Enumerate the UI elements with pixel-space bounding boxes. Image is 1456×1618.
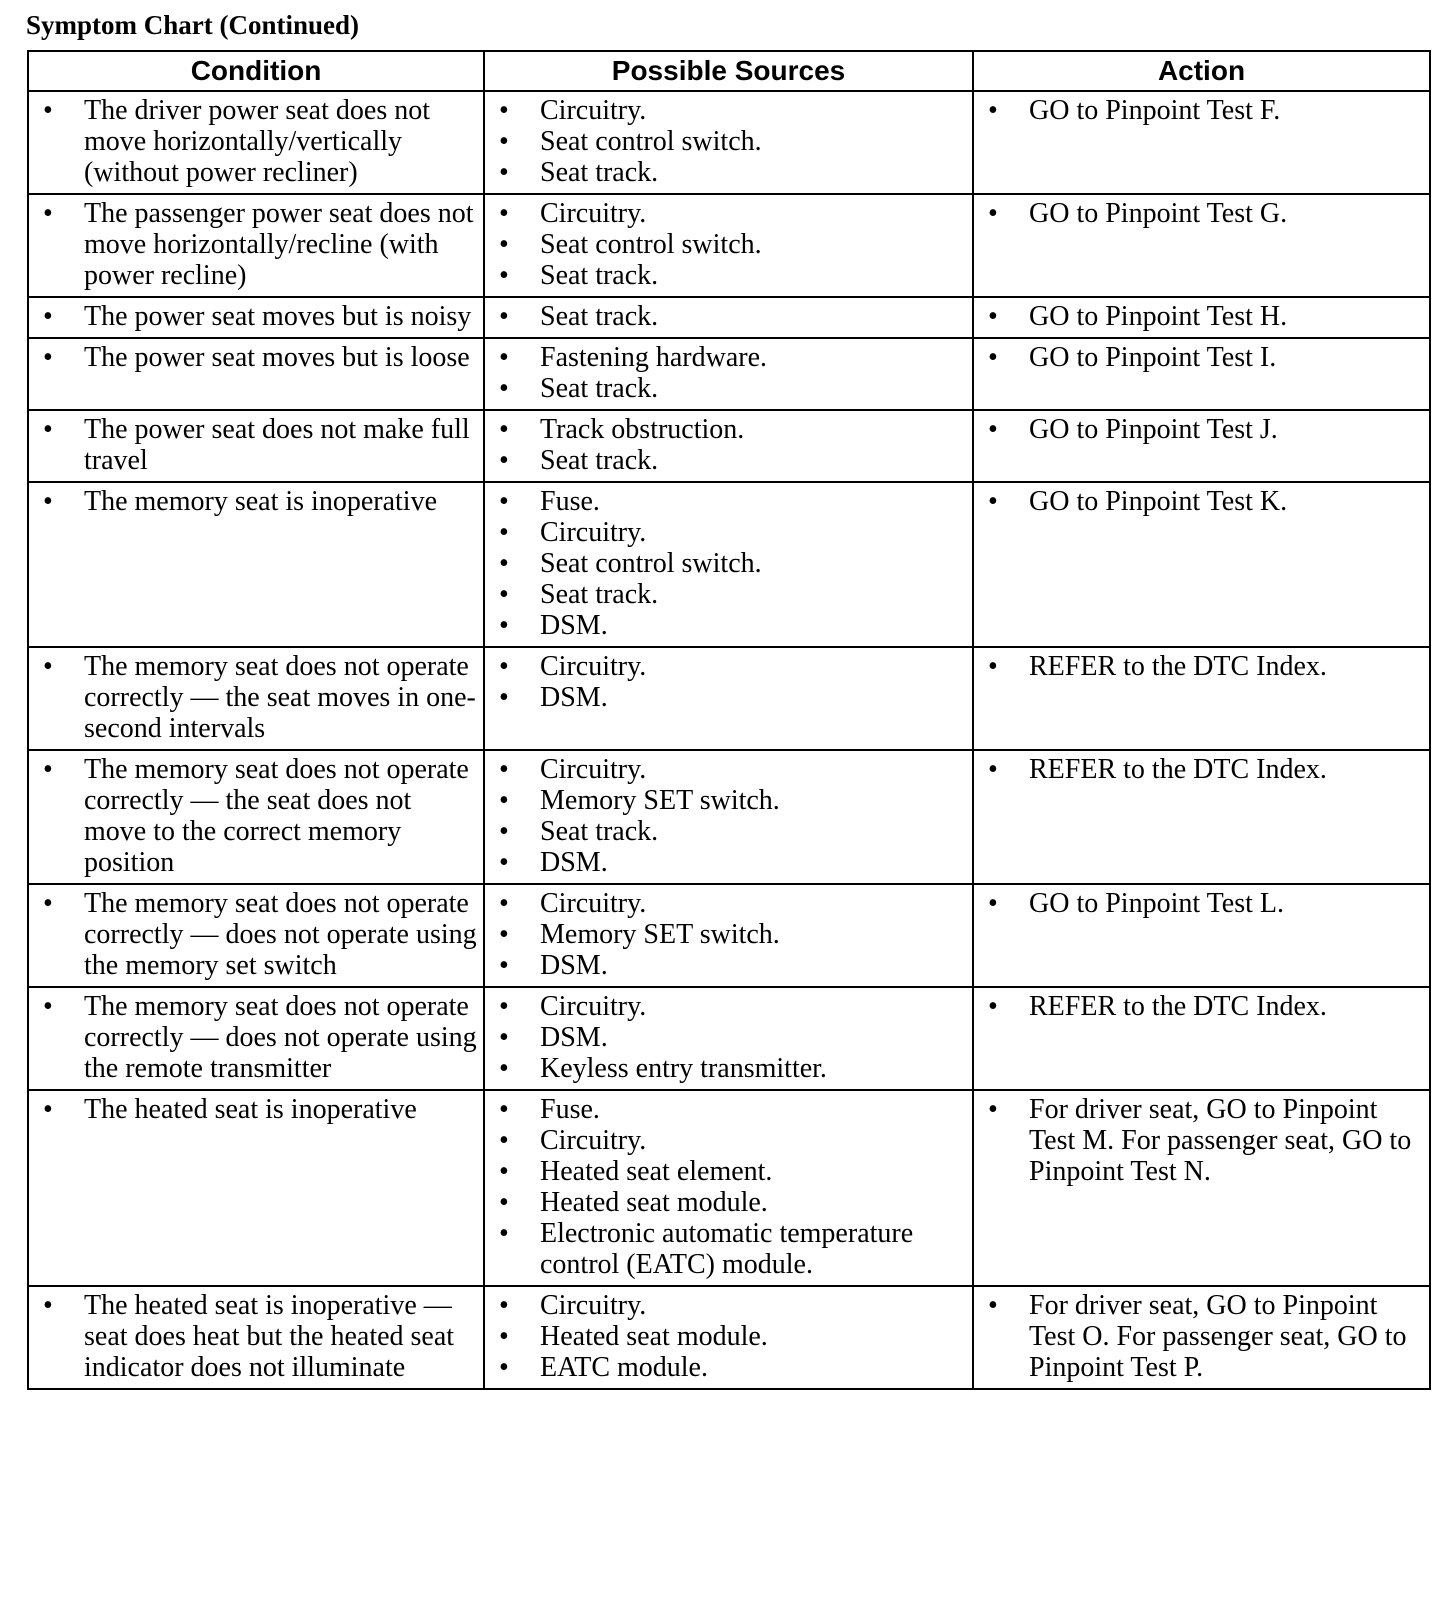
action-cell	[973, 297, 1430, 338]
bullet-item: • GO to Pinpoint Test F.	[974, 95, 1429, 126]
bullet-item: • Track obstruction.	[485, 414, 972, 445]
possible-sources-cell	[484, 1286, 973, 1389]
possible-sources-cell-list	[485, 988, 972, 1089]
action-cell-list	[974, 1287, 1429, 1388]
bullet-item: • Circuitry.	[485, 1125, 972, 1156]
bullet-item: • GO to Pinpoint Test J.	[974, 414, 1429, 445]
bullet-item: • The power seat moves but is loose	[29, 342, 483, 373]
bullet-item: • DSM.	[485, 610, 972, 641]
condition-cell	[28, 750, 484, 884]
action-cell	[973, 482, 1430, 647]
bullet-item: • Seat control switch.	[485, 126, 972, 157]
bullet-item: • GO to Pinpoint Test H.	[974, 301, 1429, 332]
bullet-item: • GO to Pinpoint Test G.	[974, 198, 1429, 229]
bullet-item: • The driver power seat does not move horizontally/vertically (without power recliner)	[29, 95, 483, 188]
action-cell-list	[974, 648, 1429, 687]
action-cell-list	[974, 988, 1429, 1027]
condition-cell-list	[29, 411, 483, 481]
possible-sources-cell	[484, 884, 973, 987]
action-cell	[973, 987, 1430, 1090]
bullet-item: • Fuse.	[485, 486, 972, 517]
bullet-item: • REFER to the DTC Index.	[974, 754, 1429, 785]
condition-cell	[28, 482, 484, 647]
bullet-item: • Seat track.	[485, 301, 972, 332]
action-cell	[973, 750, 1430, 884]
possible-sources-cell-list	[485, 92, 972, 193]
action-cell-list	[974, 483, 1429, 522]
table-row	[28, 1286, 1430, 1389]
bullet-item: • Heated seat element.	[485, 1156, 972, 1187]
bullet-item: • GO to Pinpoint Test L.	[974, 888, 1429, 919]
bullet-item: • Seat track.	[485, 816, 972, 847]
table-row	[28, 750, 1430, 884]
table-row	[28, 884, 1430, 987]
bullet-item: • Memory SET switch.	[485, 785, 972, 816]
possible-sources-cell-list	[485, 751, 972, 883]
condition-cell	[28, 647, 484, 750]
table-row	[28, 194, 1430, 297]
table-row	[28, 338, 1430, 410]
bullet-item: • Circuitry.	[485, 517, 972, 548]
condition-cell-list	[29, 885, 483, 986]
bullet-item: • Circuitry.	[485, 991, 972, 1022]
table-row	[28, 1090, 1430, 1286]
bullet-item: • Heated seat module.	[485, 1321, 972, 1352]
table-row	[28, 987, 1430, 1090]
possible-sources-cell-list	[485, 885, 972, 986]
action-cell	[973, 194, 1430, 297]
condition-cell-list	[29, 648, 483, 749]
action-cell-list	[974, 751, 1429, 790]
bullet-item: • Memory SET switch.	[485, 919, 972, 950]
condition-cell	[28, 884, 484, 987]
condition-cell	[28, 338, 484, 410]
bullet-item: • Circuitry.	[485, 651, 972, 682]
header-possible-sources: Possible Sources	[484, 51, 973, 91]
action-cell-list	[974, 411, 1429, 450]
bullet-item: • Circuitry.	[485, 754, 972, 785]
possible-sources-cell-list	[485, 1091, 972, 1285]
possible-sources-cell	[484, 987, 973, 1090]
possible-sources-cell-list	[485, 483, 972, 646]
bullet-item: • Seat track.	[485, 157, 972, 188]
condition-cell-list	[29, 195, 483, 296]
bullet-item: • Seat control switch.	[485, 548, 972, 579]
possible-sources-cell	[484, 194, 973, 297]
action-cell	[973, 91, 1430, 194]
header-row	[28, 51, 1430, 91]
bullet-item: • The memory seat is inoperative	[29, 486, 483, 517]
condition-cell	[28, 987, 484, 1090]
possible-sources-cell	[484, 1090, 973, 1286]
action-cell	[973, 647, 1430, 750]
symptom-chart-table	[27, 50, 1431, 1390]
bullet-item: • GO to Pinpoint Test I.	[974, 342, 1429, 373]
possible-sources-cell	[484, 297, 973, 338]
bullet-item: • Keyless entry transmitter.	[485, 1053, 972, 1084]
bullet-item: • DSM.	[485, 950, 972, 981]
possible-sources-cell	[484, 482, 973, 647]
bullet-item: • Circuitry.	[485, 198, 972, 229]
table-body	[28, 91, 1430, 1389]
possible-sources-cell	[484, 750, 973, 884]
bullet-item: • Seat control switch.	[485, 229, 972, 260]
bullet-item: • Circuitry.	[485, 1290, 972, 1321]
bullet-item: • Heated seat module.	[485, 1187, 972, 1218]
bullet-item: • The power seat moves but is noisy	[29, 301, 483, 332]
possible-sources-cell-list	[485, 298, 972, 337]
condition-cell-list	[29, 339, 483, 378]
condition-cell-list	[29, 988, 483, 1089]
bullet-item: • DSM.	[485, 682, 972, 713]
bullet-item: • The heated seat is inoperative	[29, 1094, 483, 1125]
action-cell-list	[974, 298, 1429, 337]
bullet-item: • REFER to the DTC Index.	[974, 991, 1429, 1022]
action-cell	[973, 338, 1430, 410]
action-cell-list	[974, 1091, 1429, 1192]
bullet-item: • The memory seat does not operate correctly — does not operate using the memory set switch	[29, 888, 483, 981]
action-cell-list	[974, 885, 1429, 924]
bullet-item: • The passenger power seat does not move horizontally/recline (with power recline)	[29, 198, 483, 291]
header-condition: Condition	[28, 51, 484, 91]
condition-cell	[28, 410, 484, 482]
bullet-item: • Fastening hardware.	[485, 342, 972, 373]
bullet-item: • Seat track.	[485, 373, 972, 404]
possible-sources-cell	[484, 410, 973, 482]
possible-sources-cell-list	[485, 195, 972, 296]
possible-sources-cell	[484, 91, 973, 194]
possible-sources-cell-list	[485, 339, 972, 409]
table-row	[28, 647, 1430, 750]
bullet-item: • For driver seat, GO to Pinpoint Test M. For passenger seat, GO to Pinpoint Test N.	[974, 1094, 1429, 1187]
possible-sources-cell-list	[485, 648, 972, 718]
action-cell	[973, 1090, 1430, 1286]
table-row	[28, 91, 1430, 194]
table-row	[28, 482, 1430, 647]
action-cell	[973, 410, 1430, 482]
bullet-item: • Circuitry.	[485, 95, 972, 126]
chart-title: Symptom Chart (Continued)	[26, 10, 360, 40]
action-cell	[973, 884, 1430, 987]
action-cell-list	[974, 339, 1429, 378]
action-cell-list	[974, 195, 1429, 234]
condition-cell	[28, 1286, 484, 1389]
condition-cell	[28, 194, 484, 297]
condition-cell-list	[29, 1287, 483, 1388]
condition-cell-list	[29, 1091, 483, 1130]
possible-sources-cell	[484, 647, 973, 750]
condition-cell	[28, 297, 484, 338]
condition-cell-list	[29, 298, 483, 337]
bullet-item: • EATC module.	[485, 1352, 972, 1383]
bullet-item: • The power seat does not make full travel	[29, 414, 483, 476]
condition-cell-list	[29, 751, 483, 883]
bullet-item: • Seat track.	[485, 445, 972, 476]
bullet-item: • Seat track.	[485, 579, 972, 610]
possible-sources-cell-list	[485, 1287, 972, 1388]
bullet-item: • REFER to the DTC Index.	[974, 651, 1429, 682]
condition-cell	[28, 1090, 484, 1286]
bullet-item: • GO to Pinpoint Test K.	[974, 486, 1429, 517]
bullet-item: • The memory seat does not operate correctly — does not operate using the remote transmitter	[29, 991, 483, 1084]
bullet-item: • Fuse.	[485, 1094, 972, 1125]
possible-sources-cell	[484, 338, 973, 410]
table-row	[28, 410, 1430, 482]
action-cell-list	[974, 92, 1429, 131]
bullet-item: • The memory seat does not operate correctly — the seat does not move to the correct memory position	[29, 754, 483, 878]
bullet-item: • The memory seat does not operate correctly — the seat moves in one-second intervals	[29, 651, 483, 744]
action-cell	[973, 1286, 1430, 1389]
table-row	[28, 297, 1430, 338]
header-action: Action	[973, 51, 1430, 91]
possible-sources-cell-list	[485, 411, 972, 481]
bullet-item: • Circuitry.	[485, 888, 972, 919]
bullet-item: • For driver seat, GO to Pinpoint Test O. For passenger seat, GO to Pinpoint Test P.	[974, 1290, 1429, 1383]
bullet-item: • Electronic automatic temperature control (EATC) module.	[485, 1218, 972, 1280]
condition-cell-list	[29, 92, 483, 193]
bullet-item: • DSM.	[485, 847, 972, 878]
bullet-item: • The heated seat is inoperative — seat does heat but the heated seat indicator does not illuminate	[29, 1290, 483, 1383]
bullet-item: • Seat track.	[485, 260, 972, 291]
bullet-item: • DSM.	[485, 1022, 972, 1053]
condition-cell	[28, 91, 484, 194]
condition-cell-list	[29, 483, 483, 522]
